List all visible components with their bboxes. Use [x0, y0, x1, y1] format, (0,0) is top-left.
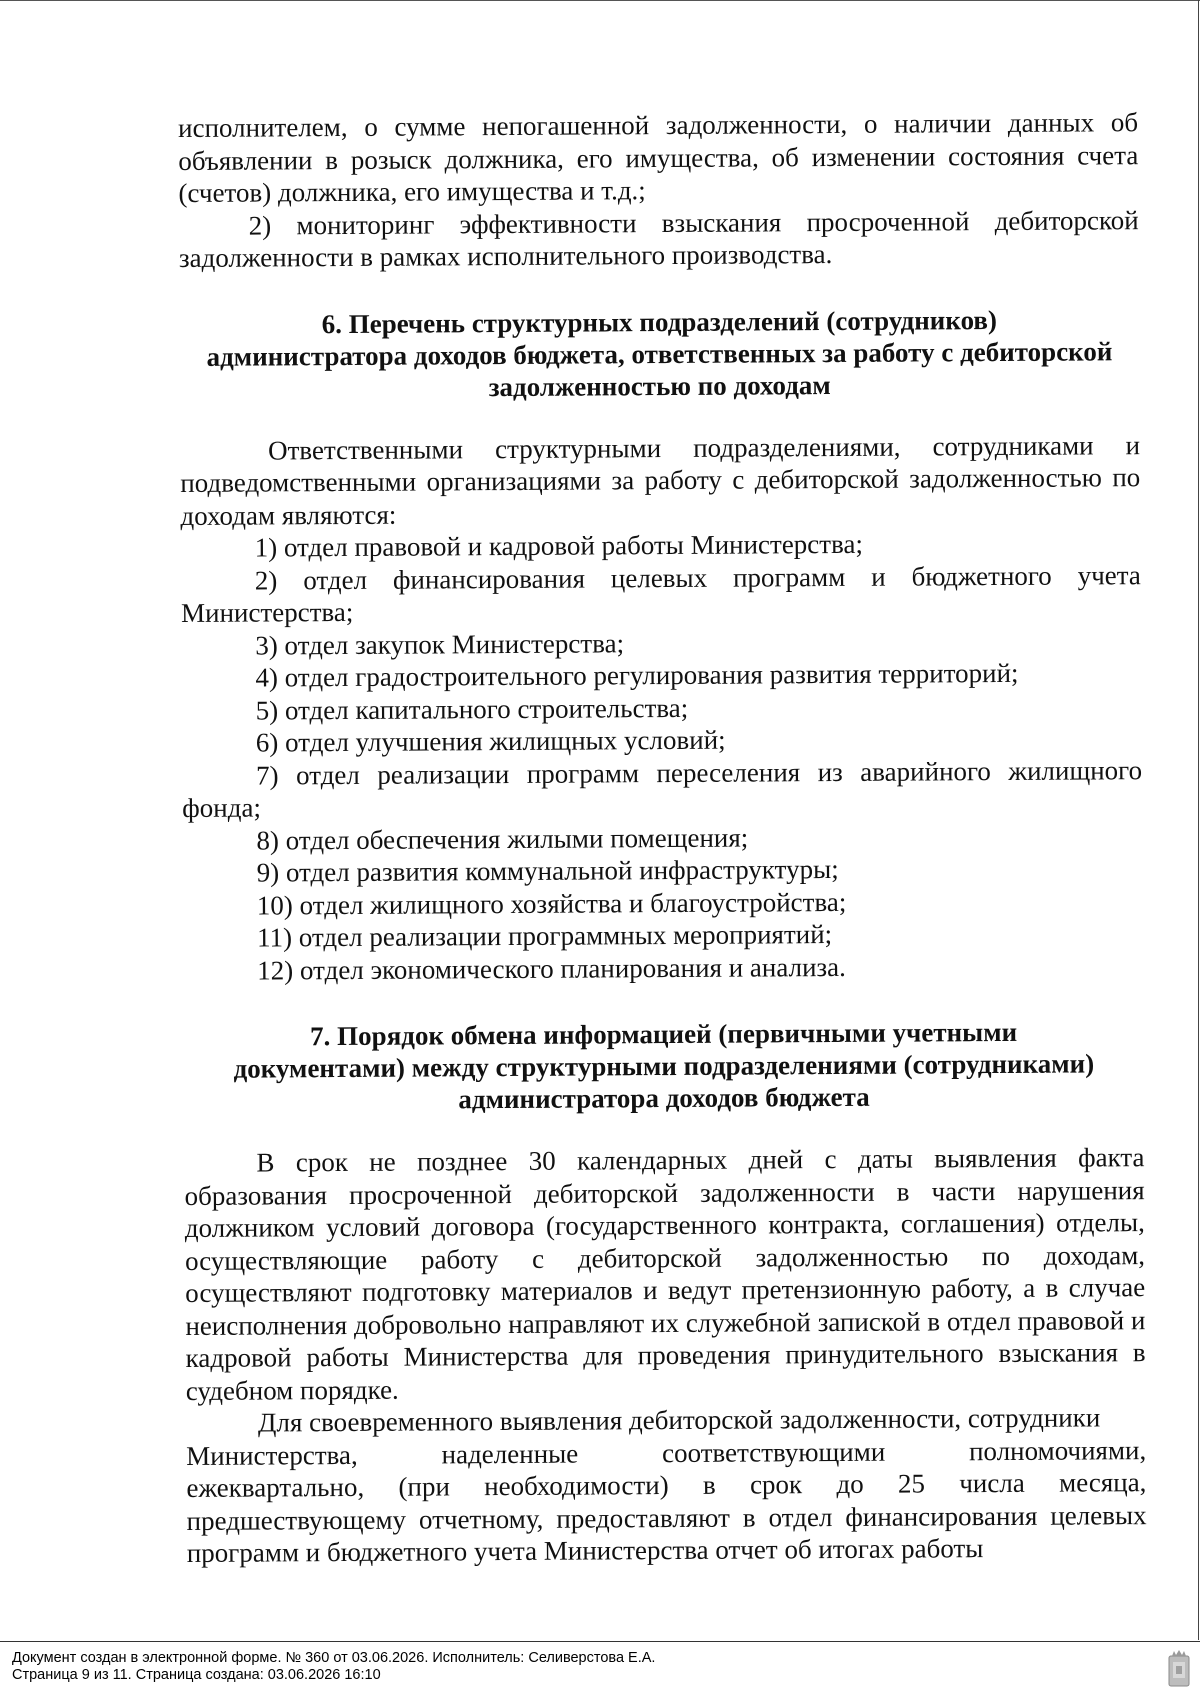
text-line: 2) мониторинг эффективности взыскания просроченной дебиторской — [248, 204, 1139, 241]
list-item: 5) отдел капитального строительства; — [255, 692, 689, 726]
heading-line: администратора доходов бюджета — [458, 1081, 870, 1115]
list-item: 4) отдел градостроительного регулирования развития территорий; — [255, 657, 1019, 693]
section-7-paragraph-2-line-1: Для своевременного выявления дебиторской задолженности, сотрудники — [257, 1402, 1101, 1438]
list-item: 3) отдел закупок Министерства; — [255, 627, 625, 661]
heading-line: задолженностью по доходам — [488, 369, 831, 402]
list-item: 12) отдел экономического планирования и анализа. — [257, 951, 846, 986]
page-right-border — [1198, 0, 1199, 1640]
footer-text — [12, 1650, 655, 1684]
word: соответствующими — [661, 1436, 886, 1468]
footer-line-1: Документ создан в электронной форме. № 360 от 03.06.2026. Исполнитель: Селиверстова Е.А. — [12, 1650, 656, 1666]
responsible-departments-list — [181, 526, 1144, 987]
list-item: 9) отдел развития коммунальной инфраструктуры; — [256, 853, 839, 888]
text-line: (счетов) должника, его имущества и т.д.; — [178, 175, 646, 208]
section-6-intro: Ответственными структурными подразделениями, сотрудниками и подведомственными организациями за работу с дебиторской задолженностью по доходам являются: — [180, 429, 1141, 531]
word: полномочиями, — [968, 1434, 1147, 1466]
continuation-paragraph — [178, 106, 1139, 209]
text-line: исполнителем, о сумме непогашенной задолженности, о наличии данных об — [178, 107, 1139, 143]
list-item: 8) отдел обеспечения жилыми помещения; — [256, 822, 749, 856]
word: наделенные — [441, 1438, 579, 1469]
heading-line: 7. Порядок обмена информацией (первичными учетными — [310, 1016, 1018, 1052]
list-item: 10) отдел жилищного хозяйства и благоустройства; — [256, 886, 847, 921]
section-7-heading — [184, 1015, 1145, 1117]
text-line: задолженности в рамках исполнительного производства. — [178, 239, 833, 273]
list-item: 2) отдел финансирования целевых программ и бюджетного учета Министерства; — [180, 559, 1141, 628]
list-item: 1) отдел правовой и кадровой работы Министерства; — [254, 528, 864, 563]
coat-of-arms-icon — [1168, 1650, 1190, 1688]
word: Министерства, — [186, 1439, 358, 1471]
section-6-heading — [179, 303, 1140, 405]
monitoring-paragraph — [179, 204, 1139, 275]
list-item: 7) отдел реализации программ переселения из аварийного жилищного фонда; — [182, 754, 1143, 823]
heading-line: 6. Перечень структурных подразделений (сотрудников) — [321, 304, 997, 339]
document-body — [178, 106, 1147, 1569]
list-item: 11) отдел реализации программных мероприятий; — [256, 919, 833, 953]
footer-line-2: Страница 9 из 11. Страница создана: 03.06.2026 16:10 — [12, 1667, 381, 1683]
section-7-paragraph-1: В срок не позднее 30 календарных дней с даты выявления факта образования просроченной дебиторской задолженности в части нарушения должником условий договора (государственного контракта, соглашения) отделы, осуществляющие работу с дебиторской задолженностью по доходам, осуществляют подготовку материалов и ведут претензионную работу, а в случае неисполнения добровольно направляют их служебной запиской в отдел правовой и кадровой работы Министерства для проведения принудительного взыскания в судебном порядке. — [184, 1142, 1146, 1406]
heading-line: администратора доходов бюджета, ответственных за работу с дебиторской — [206, 335, 1113, 372]
text-line: объявлении в розыск должника, его имущества, об изменении состояния счета — [178, 139, 1139, 176]
heading-line: документами) между структурными подразделениями (сотрудниками) — [233, 1048, 1095, 1084]
list-item: 6) отдел улучшения жилищных условий; — [255, 724, 726, 758]
page-top-border — [0, 0, 1200, 1]
section-7-paragraph-2-rest: ежеквартально, (при необходимости) в срок до 25 числа месяца, предшествующему отчетному, предоставляют в отдел финансирования целевых программ и бюджетного учета Министерства отчет об итогах работы — [186, 1467, 1147, 1568]
electronic-document-footer — [0, 1641, 1200, 1699]
